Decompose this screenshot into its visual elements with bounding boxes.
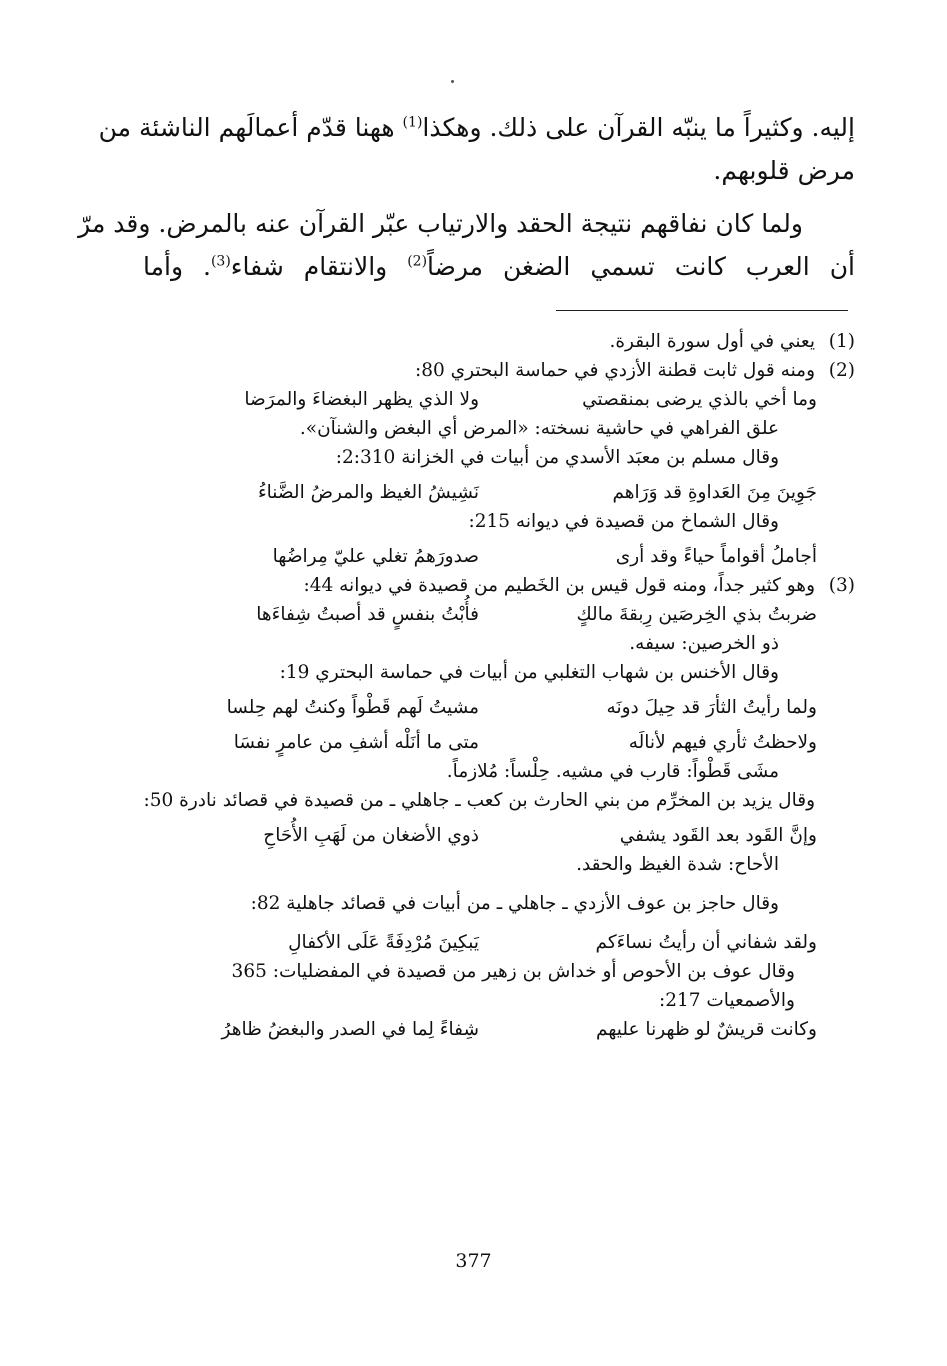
footnote-3 <box>143 571 855 600</box>
verse-hemistich: متى ما أنَلْه أشفِ من عامرٍ نفسَا <box>233 732 479 753</box>
verse-hemistich: ولما رأيتُ الثأرَ قد حِيلَ دونَه <box>606 697 817 718</box>
verse-hemistich: وإنَّ القَود بعد القَود يشفي <box>619 825 817 846</box>
body-line: أن العرب كانت تسمي الضغن مرضاً$^{(2)}$ والانتقام شفاء$^{(3)}$. وأما <box>143 252 855 281</box>
footnote-comment: وقال الأخنس بن شهاب التغلبي من أبيات في حماسة البحتري 19: <box>279 662 779 683</box>
footnote-comment: وقال حاجز بن عوف الأزدي ـ جاهلي ـ من أبيات في قصائد جاهلية 82: <box>250 893 779 914</box>
verse-hemistich: نَشِيشُ الغيظ والمرضُ الضَّناءُ <box>257 482 479 503</box>
verse <box>143 928 855 957</box>
verse-hemistich: يَبكِينَ مُرْدِفَةً عَلَى الأكفالِ <box>288 932 479 953</box>
footnote-comment: وقال عوف بن الأحوص أو خداش بن زهير من قصيدة في المفضليات: 365 والأصمعيات 217: <box>231 961 795 1011</box>
verse-hemistich: مشيتُ لَهم قَطْواً وكنتُ لهم حِلسا <box>226 697 479 718</box>
verse-hemistich: أجاملُ أقواماً حياءً وقد أرى <box>615 546 817 567</box>
verse-hemistich: شِفاءً لِما في الصدر والبغضُ ظاهرُ <box>221 1019 479 1040</box>
verse-hemistich: جَوِينَ مِنَ العَداوةِ قد وَرَاهم <box>612 482 817 503</box>
verse-hemistich: ذوي الأضغان من لَهَبِ الأُحَاحِ <box>263 825 479 846</box>
footnote-ref-3[interactable]: (3) <box>210 253 231 270</box>
verse-hemistich: ولقد شفاني أن رأيتُ نساءَكم <box>595 932 817 953</box>
footnote-comment: مشَى قَطْواً: قارب في مشيه. حِلْساً: مُلازماً. <box>446 761 779 782</box>
verse-hemistich: ولاحظتُ ثأري فيهم لأنالَه <box>628 732 817 753</box>
verse <box>143 728 855 757</box>
body-line: ولما كان نفاقهم نتيجة الحقد والارتياب عبّر القرآن عنه بالمرض. وقد مرّ <box>78 209 803 238</box>
footnote-ref-1[interactable]: (1) <box>402 114 423 131</box>
footnote-comment: وقال يزيد بن المخرِّم من بني الحارث بن كعب ـ جاهلي ـ من قصيدة في قصائد نادرة 50: <box>143 790 815 811</box>
verse-hemistich: صدورَهمُ تغلي عليّ مِراضُها <box>272 546 479 567</box>
footnote-comment: وقال مسلم بن معبَد الأسدي من أبيات في الخزانة 2:310: <box>335 447 779 468</box>
footnote-comment: ذو الخرصين: سيفه. <box>629 633 779 654</box>
verse-hemistich: ولا الذي يظهر البغضاءَ والمرَضا <box>244 389 479 410</box>
footnote-2 <box>143 356 855 385</box>
verse-hemistich: وكانت قريشٌ لو ظهرنا عليهم <box>595 1019 817 1040</box>
footnote-number: (2) <box>828 360 855 381</box>
verse-hemistich: ضربتُ بذي الخِرصَين رِبقةَ مالكٍ <box>576 604 817 625</box>
page-speck <box>451 80 454 83</box>
verse <box>143 478 855 507</box>
footnote-ref-2[interactable]: (2) <box>407 253 428 270</box>
footnote-number: (3) <box>828 575 855 596</box>
verse <box>143 542 855 571</box>
footnote-text: يعني في أول سورة البقرة. <box>609 331 815 352</box>
verse-hemistich: وما أخي بالذي يرضى بمنقصتي <box>582 389 817 410</box>
footnote-comment: الأحاح: شدة الغيظ والحقد. <box>576 854 779 875</box>
verse <box>143 385 855 414</box>
footnote-number: (1) <box>828 331 855 352</box>
footnote-divider <box>556 310 848 311</box>
footnote-comment: وقال الشماخ من قصيدة في ديوانه 215: <box>468 511 779 532</box>
footnote-text: ومنه قول ثابت قطنة الأزدي في حماسة البحتري 80: <box>415 360 815 381</box>
page-number: 377 <box>455 1250 492 1272</box>
verse <box>143 1015 855 1044</box>
verse-hemistich: فأُبْتُ بنفسٍ قد أصبتُ شِفاءَها <box>256 604 479 625</box>
body-line: مرض قلوبهم. <box>713 156 855 185</box>
footnotes <box>143 327 855 1044</box>
verse <box>143 821 855 850</box>
verse <box>143 693 855 722</box>
body-line: إليه. وكثيراً ما ينبّه القرآن على ذلك. وهكذا$^{(1)}$ ههنا قدّم أعمالَهم الناشئة من <box>98 113 855 142</box>
footnote-text: وهو كثير جداً، ومنه قول قيس بن الخَطيم من قصيدة في ديوانه 44: <box>303 575 815 596</box>
footnote-comment: علق الفراهي في حاشية نسخته: «المرض أي البغض والشنآن». <box>299 418 779 439</box>
verse <box>143 600 855 629</box>
main-text <box>78 106 855 288</box>
footnote-1 <box>143 327 855 356</box>
